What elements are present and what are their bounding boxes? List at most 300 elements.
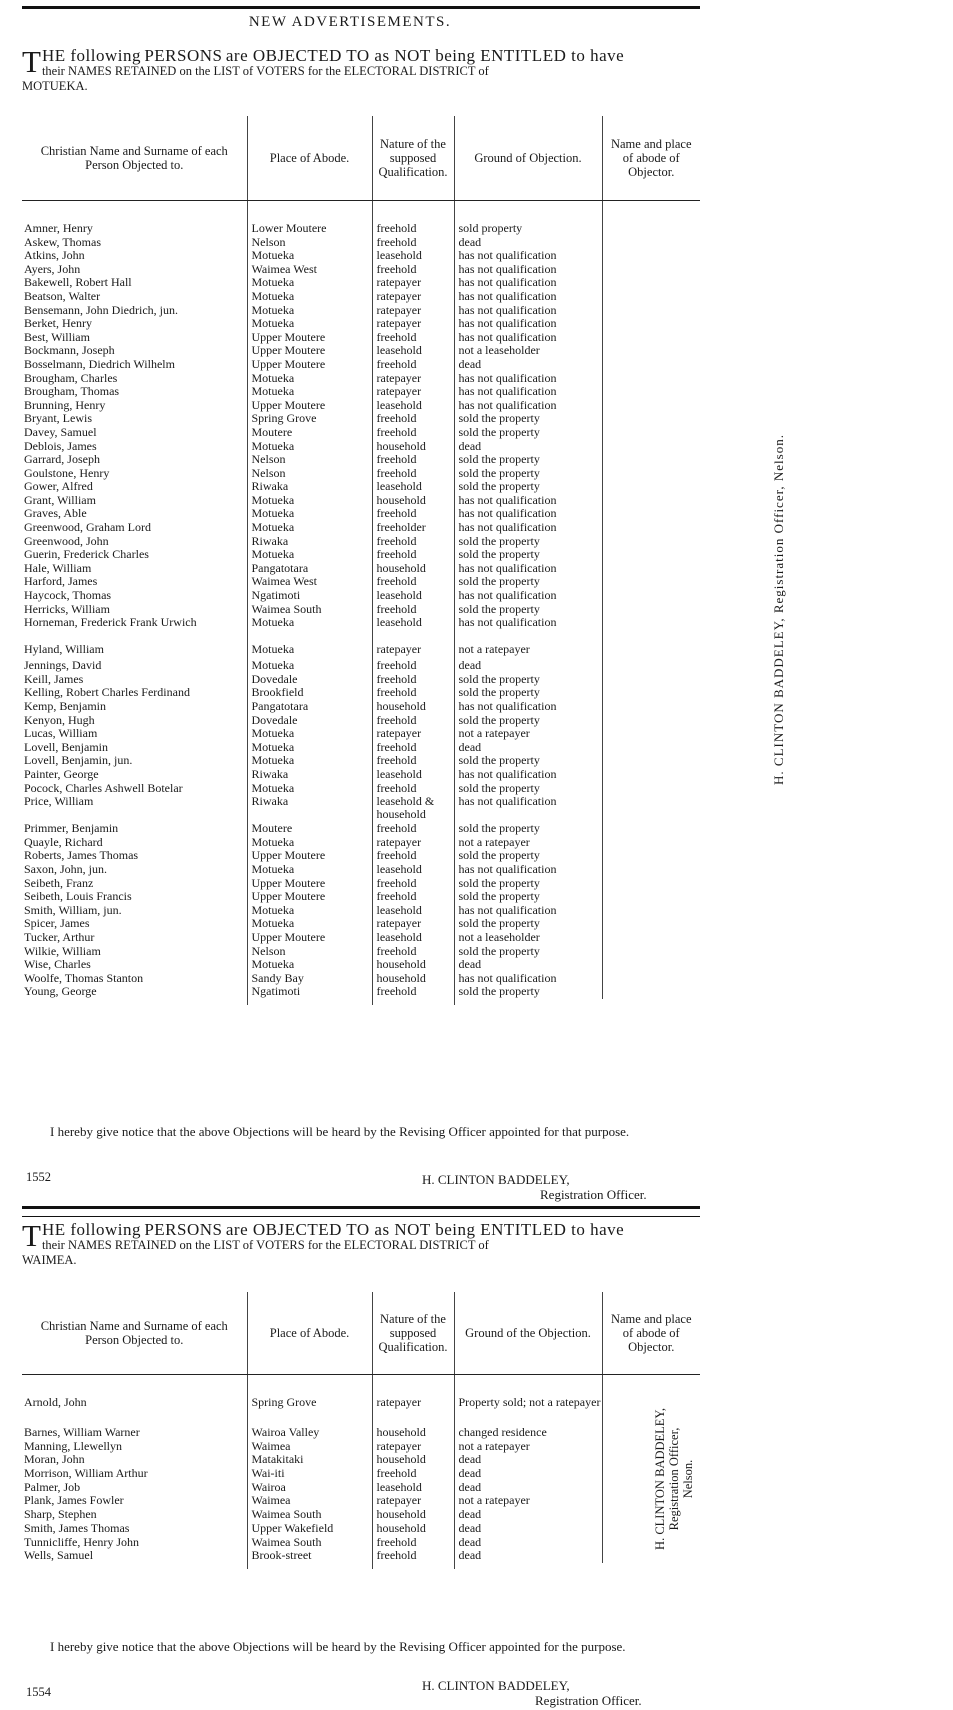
person-name: Amner, Henry — [24, 221, 93, 235]
place-of-abode: Upper Moutere — [247, 344, 372, 358]
ground-of-objection: sold the property — [454, 917, 602, 931]
ground-of-objection: sold the property — [454, 822, 602, 836]
place-of-abode: Upper Moutere — [247, 890, 372, 904]
ground-of-objection: sold the property — [454, 548, 602, 562]
place-of-abode: Dovedale — [247, 673, 372, 687]
ground-of-objection: sold the property — [454, 412, 602, 426]
place-of-abode: Pangatotara — [247, 562, 372, 576]
qualification: freehold — [372, 453, 454, 467]
person-name: Manning, Llewellyn — [24, 1438, 122, 1453]
table-row — [22, 358, 700, 372]
ground-of-objection: dead — [454, 440, 602, 454]
person-name: Spicer, James — [24, 916, 90, 931]
ground-of-objection: has not qualification — [454, 904, 602, 918]
person-name: Askew, Thomas — [24, 234, 101, 249]
place-of-abode: Motueka — [247, 754, 372, 768]
place-of-abode: Upper Wakefield — [247, 1522, 372, 1536]
table-row — [22, 741, 700, 755]
table-row — [22, 890, 700, 904]
table-row — [22, 603, 700, 617]
ground-of-objection: has not qualification — [454, 385, 602, 399]
spacer-cell — [22, 200, 247, 222]
table-row — [22, 290, 700, 304]
qualification: leasehold — [372, 1481, 454, 1495]
person-name: Harford, James — [24, 574, 98, 589]
table-row — [22, 589, 700, 603]
table-row — [22, 385, 700, 399]
qualification: leasehold — [372, 249, 454, 263]
ground-of-objection: sold property — [454, 222, 602, 236]
objector-cell — [602, 222, 786, 999]
ground-of-objection: dead — [454, 1481, 602, 1495]
person-name: Berket, Henry — [24, 316, 92, 331]
qualification: freehold — [372, 754, 454, 768]
ground-of-objection: sold the property — [454, 603, 602, 617]
spacer-cell — [22, 1563, 247, 1569]
person-name: Tucker, Arthur — [24, 929, 95, 944]
table-row — [22, 1549, 700, 1563]
place-of-abode: Nelson — [247, 945, 372, 959]
qualification: freehold — [372, 890, 454, 904]
qualification: freehold — [372, 426, 454, 440]
place-of-abode: Brookfield — [247, 686, 372, 700]
person-name: Pocock, Charles Ashwell Botelar — [24, 780, 183, 795]
table-row — [22, 507, 700, 521]
column-header-name: Christian Name and Surname of each Person Objected to. — [22, 1292, 247, 1374]
table-row — [22, 263, 700, 277]
ground-of-objection: has not qualification — [454, 290, 602, 304]
qualification: ratepayer — [372, 643, 454, 659]
ground-of-objection: sold the property — [454, 849, 602, 863]
place-of-abode: Waimea West — [247, 263, 372, 277]
place-of-abode: Upper Moutere — [247, 931, 372, 945]
table-row — [22, 877, 700, 891]
objector-line: H. CLINTON BADDELEY, — [652, 1408, 667, 1551]
column-header-qualification: Nature of the supposed Qualification. — [372, 116, 454, 200]
spacer-cell — [22, 999, 247, 1005]
place-of-abode: Motueka — [247, 494, 372, 508]
hearing-notice-waimea: I hereby give notice that the above Objections will be heard by the Revising Officer appointed for the purpose. — [50, 1639, 626, 1654]
table-row — [22, 1396, 700, 1426]
table-row — [22, 782, 700, 796]
table-row — [22, 904, 700, 918]
table-row — [22, 958, 700, 972]
qualification: household — [372, 958, 454, 972]
place-of-abode: Motueka — [247, 385, 372, 399]
spacer-cell — [372, 1374, 454, 1396]
table-row — [22, 249, 700, 263]
qualification: household — [372, 1453, 454, 1467]
person-name: Young, George — [24, 984, 97, 999]
person-name: Seibeth, Franz — [24, 875, 94, 890]
ground-of-objection: has not qualification — [454, 972, 602, 986]
qualification: household — [372, 972, 454, 986]
table-row — [22, 344, 700, 358]
table-row — [22, 575, 700, 589]
place-of-abode: Matakitaki — [247, 1453, 372, 1467]
table-row — [22, 276, 700, 290]
ground-of-objection: not a ratepayer — [454, 836, 602, 850]
qualification: household — [372, 1508, 454, 1522]
table-row — [22, 548, 700, 562]
qualification: leasehold — [372, 616, 454, 643]
ground-of-objection: has not qualification — [454, 304, 602, 318]
place-of-abode: Motueka — [247, 372, 372, 386]
spacer-cell — [247, 200, 372, 222]
place-of-abode: Riwaka — [247, 795, 372, 822]
objector-cell — [602, 1396, 700, 1563]
ground-of-objection: has not qualification — [454, 616, 602, 643]
person-name: Painter, George — [24, 766, 99, 781]
table-row — [22, 453, 700, 467]
ground-of-objection: sold the property — [454, 426, 602, 440]
table-row — [22, 1453, 700, 1467]
column-header-name: Christian Name and Surname of each Person Objected to. — [22, 116, 247, 200]
qualification: freehold — [372, 945, 454, 959]
objector-line: Nelson. — [680, 1460, 695, 1499]
table-row — [22, 795, 700, 822]
person-name: Guerin, Frederick Charles — [24, 547, 149, 562]
place-of-abode: Motueka — [247, 863, 372, 877]
person-name: Kemp, Benjamin — [24, 699, 106, 713]
place-of-abode: Spring Grove — [247, 412, 372, 426]
ground-of-objection: sold the property — [454, 985, 602, 999]
person-name: Smith, James Thomas — [24, 1520, 130, 1535]
signature-title-2: Registration Officer. — [535, 1693, 642, 1708]
table-row — [22, 754, 700, 768]
ground-of-objection: dead — [454, 741, 602, 755]
person-name: Quayle, Richard — [24, 834, 103, 849]
place-of-abode: Motueka — [247, 548, 372, 562]
ground-of-objection: not a ratepayer — [454, 643, 602, 659]
qualification: leasehold — [372, 768, 454, 782]
place-of-abode: Waimea South — [247, 603, 372, 617]
person-name: Saxon, John, jun. — [24, 861, 108, 876]
table-row — [22, 521, 700, 535]
person-name: Arnold, John — [24, 1395, 87, 1409]
ground-of-objection: sold the property — [454, 467, 602, 481]
signature-name-1: H. CLINTON BADDELEY, — [422, 1172, 570, 1187]
table-row — [22, 972, 700, 986]
qualification: freehold — [372, 686, 454, 700]
place-of-abode: Wai-iti — [247, 1467, 372, 1481]
signature-title-1: Registration Officer. — [540, 1187, 647, 1202]
place-of-abode: Motueka — [247, 616, 372, 643]
district-name: WAIMEA. — [22, 1253, 77, 1267]
person-name: Haycock, Thomas — [24, 588, 112, 603]
table-row — [22, 304, 700, 318]
place-of-abode: Ngatimoti — [247, 589, 372, 603]
table-row — [22, 822, 700, 836]
qualification: household — [372, 700, 454, 714]
person-name: Best, William — [24, 329, 90, 344]
table-row — [22, 659, 700, 673]
place-of-abode: Nelson — [247, 453, 372, 467]
persons-word: PERSONS — [144, 1220, 223, 1239]
person-name: Atkins, John — [24, 248, 85, 263]
ground-of-objection: sold the property — [454, 782, 602, 796]
table-row — [22, 1494, 700, 1508]
ground-of-objection: dead — [454, 236, 602, 250]
table-row — [22, 1522, 700, 1536]
place-of-abode: Ngatimoti — [247, 985, 372, 999]
ground-of-objection: sold the property — [454, 480, 602, 494]
person-name: Kenyon, Hugh — [24, 712, 95, 727]
qualification: freehold — [372, 236, 454, 250]
qualification: freehold — [372, 782, 454, 796]
objector-line: Registration Officer, — [666, 1428, 681, 1531]
spacer-cell — [372, 1563, 454, 1569]
column-header-abode: Place of Abode. — [247, 1292, 372, 1374]
ground-of-objection: has not qualification — [454, 276, 602, 290]
column-header-objector: Name and place of abode of Objector. — [602, 116, 700, 200]
ground-of-objection: has not qualification — [454, 399, 602, 413]
place-of-abode: Motueka — [247, 958, 372, 972]
person-name: Lucas, William — [24, 726, 98, 741]
place-of-abode: Waimea — [247, 1494, 372, 1508]
person-name: Primmer, Benjamin — [24, 821, 119, 836]
qualification: household — [372, 1522, 454, 1536]
table-row — [22, 426, 700, 440]
objections-table-motueka — [22, 116, 786, 1005]
spacer-cell — [454, 200, 602, 222]
person-name: Brougham, Thomas — [24, 384, 120, 399]
qualification: leasehold — [372, 931, 454, 945]
person-name: Moran, John — [24, 1452, 85, 1467]
qualification: freehold — [372, 331, 454, 345]
qualification: ratepayer — [372, 317, 454, 331]
ground-of-objection: sold the property — [454, 877, 602, 891]
spacer-cell — [454, 1563, 602, 1569]
place-of-abode: Motueka — [247, 290, 372, 304]
spacer-cell — [602, 200, 700, 222]
ground-of-objection: dead — [454, 1522, 602, 1536]
ground-of-objection: has not qualification — [454, 507, 602, 521]
table-row — [22, 1467, 700, 1481]
person-name: Wells, Samuel — [24, 1548, 94, 1563]
person-name: Horneman, Frederick Frank Urwich — [24, 615, 197, 630]
qualification: household — [372, 494, 454, 508]
table-row — [22, 222, 700, 236]
qualification: freehold — [372, 877, 454, 891]
table-row — [22, 399, 700, 413]
person-name: Brougham, Charles — [24, 370, 118, 385]
ground-of-objection: not a ratepayer — [454, 1440, 602, 1454]
ground-of-objection: dead — [454, 1453, 602, 1467]
person-name: Bockmann, Joseph — [24, 343, 115, 358]
place-of-abode: Motueka — [247, 782, 372, 796]
notice-heading-motueka: T HE following PERSONS are OBJECTED TO as NOT being ENTITLED to have their NAMES RETAINED on the LIST of VOTERS for the ELECTORAL DISTRICT of MOTUEKA. — [22, 48, 700, 94]
place-of-abode: Riwaka — [247, 768, 372, 782]
person-name: Price, William — [24, 794, 94, 809]
ground-of-objection: has not qualification — [454, 795, 602, 822]
person-name: Goulstone, Henry — [24, 465, 110, 480]
qualification: leasehold — [372, 589, 454, 603]
ground-of-objection: dead — [454, 1536, 602, 1550]
place-of-abode: Waimea South — [247, 1536, 372, 1550]
table-row — [22, 945, 700, 959]
person-name: Plank, James Fowler — [24, 1493, 124, 1508]
qualification: ratepayer — [372, 385, 454, 399]
column-header-ground: Ground of the Objection. — [454, 1292, 602, 1374]
objector-vertical-text — [652, 1408, 694, 1550]
qualification: freehold — [372, 849, 454, 863]
ground-of-objection: has not qualification — [454, 562, 602, 576]
person-name: Lovell, Benjamin — [24, 739, 108, 754]
ground-of-objection: changed residence — [454, 1426, 602, 1440]
place-of-abode: Riwaka — [247, 535, 372, 549]
qualification: ratepayer — [372, 917, 454, 931]
place-of-abode: Upper Moutere — [247, 849, 372, 863]
qualification: freehold — [372, 603, 454, 617]
qualification: household — [372, 1426, 454, 1440]
spacer-cell — [247, 1374, 372, 1396]
person-name: Herricks, William — [24, 601, 110, 616]
ground-of-objection: not a leaseholder — [454, 931, 602, 945]
spacer-cell — [372, 999, 454, 1005]
persons-word: PERSONS — [144, 46, 223, 65]
column-header-objector: Name and place of abode of Objector. — [602, 1292, 700, 1374]
place-of-abode: Motueka — [247, 643, 372, 659]
table-row — [22, 467, 700, 481]
ground-of-objection: sold the property — [454, 453, 602, 467]
qualification: ratepayer — [372, 1440, 454, 1454]
column-header-ground: Ground of Objection. — [454, 116, 602, 200]
ground-of-objection: has not qualification — [454, 863, 602, 877]
place-of-abode: Motueka — [247, 276, 372, 290]
table-row — [22, 863, 700, 877]
table-row — [22, 616, 700, 643]
ground-of-objection: not a leaseholder — [454, 344, 602, 358]
person-name: Beatson, Walter — [24, 288, 101, 303]
place-of-abode: Motueka — [247, 741, 372, 755]
qualification: freehold — [372, 673, 454, 687]
qualification: freehold — [372, 659, 454, 673]
table-row — [22, 836, 700, 850]
ground-of-objection: Property sold; not a ratepayer — [454, 1396, 602, 1426]
qualification: freehold — [372, 535, 454, 549]
section-header: NEW ADVERTISEMENTS. — [248, 14, 452, 30]
table-row — [22, 331, 700, 345]
signature-name-2: H. CLINTON BADDELEY, — [422, 1678, 570, 1693]
table-row — [22, 494, 700, 508]
table-row — [22, 440, 700, 454]
spacer-cell — [247, 1563, 372, 1569]
person-name: Tunnicliffe, Henry John — [24, 1534, 139, 1549]
person-name: Wilkie, William — [24, 943, 101, 958]
qualification: freehold — [372, 1536, 454, 1550]
table-row — [22, 849, 700, 863]
ad-number-1552: 1552 — [26, 1170, 51, 1184]
person-name: Keill, James — [24, 671, 84, 686]
qualification: freehold — [372, 467, 454, 481]
district-name: MOTUEKA. — [22, 79, 88, 93]
place-of-abode: Motueka — [247, 304, 372, 318]
objector-vertical-text: H. CLINTON BADDELEY, Registration Officer, Nelson. — [770, 434, 786, 786]
ground-of-objection: not a ratepayer — [454, 1494, 602, 1508]
place-of-abode: Motueka — [247, 507, 372, 521]
person-name: Kelling, Robert Charles Ferdinand — [24, 685, 190, 700]
ground-of-objection: has not qualification — [454, 494, 602, 508]
ground-of-objection: has not qualification — [454, 700, 602, 714]
person-name: Seibeth, Louis Francis — [24, 889, 132, 904]
table-row — [22, 1426, 700, 1440]
place-of-abode: Motueka — [247, 904, 372, 918]
person-name: Greenwood, Graham Lord — [24, 520, 151, 535]
ground-of-objection: has not qualification — [454, 263, 602, 277]
place-of-abode: Motueka — [247, 440, 372, 454]
table-row — [22, 931, 700, 945]
place-of-abode: Motueka — [247, 249, 372, 263]
place-of-abode: Wairoa — [247, 1481, 372, 1495]
qualification: freehold — [372, 358, 454, 372]
qualification: ratepayer — [372, 372, 454, 386]
table-row — [22, 372, 700, 386]
person-name: Bakewell, Robert Hall — [24, 275, 132, 290]
spacer-cell — [454, 999, 602, 1005]
column-header-qualification: Nature of the supposed Qualification. — [372, 1292, 454, 1374]
qualification: ratepayer — [372, 1494, 454, 1508]
person-name: Ayers, John — [24, 261, 81, 276]
table-row — [22, 727, 700, 741]
place-of-abode: Motueka — [247, 317, 372, 331]
spacer-cell — [454, 1374, 602, 1396]
qualification: ratepayer — [372, 276, 454, 290]
ground-of-objection: has not qualification — [454, 249, 602, 263]
ground-of-objection: dead — [454, 1467, 602, 1481]
person-name: Bensemann, John Diedrich, jun. — [24, 302, 178, 317]
ground-of-objection: dead — [454, 958, 602, 972]
table-row — [22, 1536, 700, 1550]
ground-of-objection: sold the property — [454, 575, 602, 589]
table-row — [22, 562, 700, 576]
table-row — [22, 714, 700, 728]
place-of-abode: Pangatotara — [247, 700, 372, 714]
person-name: Bosselmann, Diedrich Wilhelm — [24, 356, 175, 371]
top-rule-thick — [22, 6, 700, 9]
drop-cap: T — [22, 1218, 41, 1253]
qualification: freehold — [372, 1467, 454, 1481]
person-name: Wise, Charles — [24, 957, 91, 972]
qualification: freehold — [372, 263, 454, 277]
place-of-abode: Moutere — [247, 426, 372, 440]
ground-of-objection: dead — [454, 659, 602, 673]
person-name: Roberts, James Thomas — [24, 848, 139, 863]
table-row — [22, 1481, 700, 1495]
person-name: Bryant, Lewis — [24, 411, 92, 426]
person-name: Grant, William — [24, 492, 96, 507]
ground-of-objection: sold the property — [454, 535, 602, 549]
person-name: Barnes, William Warner — [24, 1425, 140, 1439]
ground-of-objection: sold the property — [454, 714, 602, 728]
place-of-abode: Motueka — [247, 727, 372, 741]
person-name: Lovell, Benjamin, jun. — [24, 753, 133, 768]
qualification: leasehold — [372, 480, 454, 494]
qualification: freehold — [372, 548, 454, 562]
person-name: Jennings, David — [24, 658, 102, 673]
table-row — [22, 768, 700, 782]
spacer-cell — [372, 200, 454, 222]
ground-of-objection: dead — [454, 1508, 602, 1522]
ground-of-objection: has not qualification — [454, 331, 602, 345]
ground-of-objection: sold the property — [454, 673, 602, 687]
qualification: freehold — [372, 985, 454, 999]
ground-of-objection: not a ratepayer — [454, 727, 602, 741]
table-row — [22, 535, 700, 549]
objections-table-waimea — [22, 1292, 700, 1569]
notice-heading-waimea: T HE following PERSONS are OBJECTED TO as NOT being ENTITLED to have their NAMES RETAINED on the LIST of VOTERS for the ELECTORAL DISTRICT of WAIMEA. — [22, 1222, 700, 1268]
place-of-abode: Moutere — [247, 822, 372, 836]
